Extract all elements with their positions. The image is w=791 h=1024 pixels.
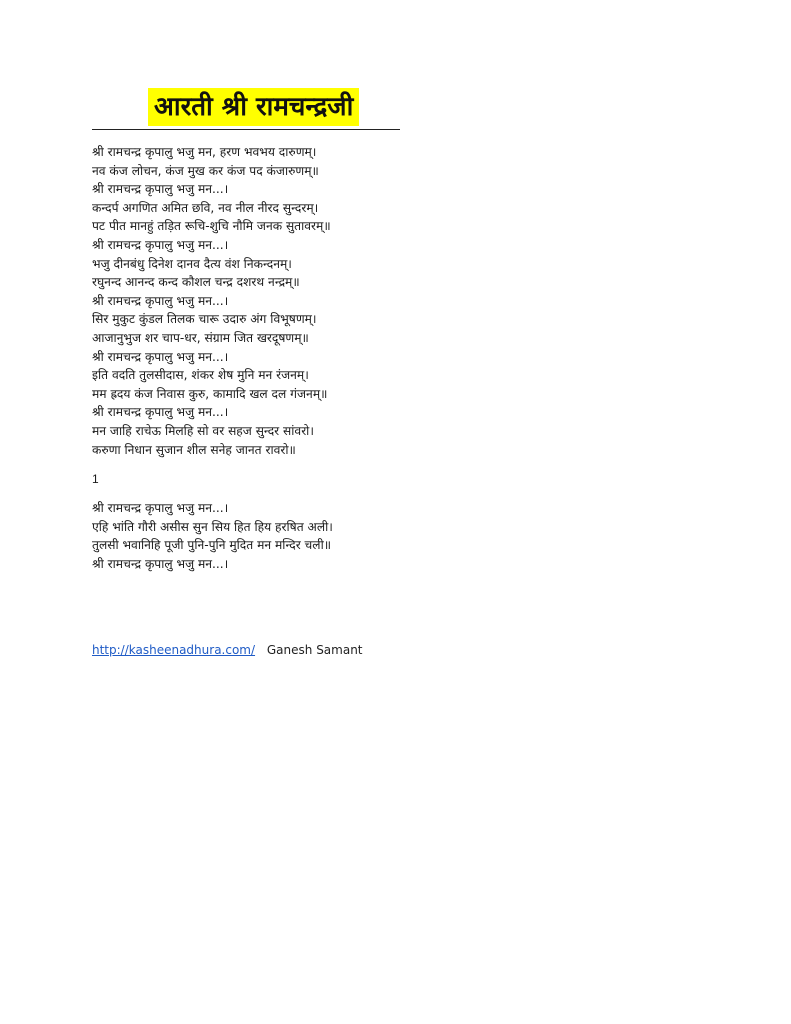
verse-line: पट पीत मानहुं तड़ित रूचि-शुचि नौमि जनक सुतावरम्॥ bbox=[92, 219, 331, 234]
verse-block-1 bbox=[92, 143, 692, 459]
verse-line: श्री रामचन्द्र कृपालु भजु मन...। bbox=[92, 237, 229, 252]
verse-line: श्री रामचन्द्र कृपालु भजु मन, हरण भवभय दारुणम्। bbox=[92, 145, 317, 159]
website-link[interactable]: http://kasheenadhura.com/ bbox=[92, 643, 256, 657]
verse-line: नव कंज लोचन, कंज मुख कर कंज पद कंजारुणम्॥ bbox=[92, 163, 319, 178]
verse-line: कन्दर्प अगणित अमित छवि, नव नील नीरद सुन्दरम्। bbox=[92, 200, 319, 215]
verse-line: सिर मुकुट कुंडल तिलक चारू उदारु अंग विभूषणम्। bbox=[92, 312, 317, 327]
verse-line: श्री रामचन्द्र कृपालु भजु मन...। bbox=[92, 182, 229, 197]
verse-line: रघुनन्द आनन्द कन्द कौशल चन्द्र दशरथ नन्द्रम्॥ bbox=[92, 275, 300, 290]
verse-block-2 bbox=[92, 499, 692, 573]
verse-line: मम ह्रदय कंज निवास कुरु, कामादि खल दल गंजनम्॥ bbox=[92, 386, 328, 401]
footer bbox=[92, 643, 363, 657]
verse-line: करुणा निधान सुजान शील सनेह जानत रावरो॥ bbox=[92, 442, 296, 457]
verse-line: भजु दीनबंधु दिनेश दानव दैत्य वंश निकन्दनम्। bbox=[92, 256, 292, 271]
verse-line: श्री रामचन्द्र कृपालु भजु मन...। bbox=[92, 556, 229, 571]
verse-line: श्री रामचन्द्र कृपालु भजु मन...। bbox=[92, 293, 229, 308]
title-underline bbox=[92, 88, 400, 130]
page-number: 1 bbox=[92, 472, 99, 486]
verse-line: आजानुभुज शर चाप-धर, संग्राम जित खरदूषणम्॥ bbox=[92, 330, 309, 345]
verse-line: श्री रामचन्द्र कृपालु भजु मन...। bbox=[92, 405, 229, 420]
verse-line: तुलसी भवानिहि पूजी पुनि-पुनि मुदित मन मन्दिर चली॥ bbox=[92, 538, 332, 553]
verse-line: इति वदति तुलसीदास, शंकर शेष मुनि मन रंजनम्। bbox=[92, 368, 309, 383]
verse-line: मन जाहि राचेऊ मिलहि सो वर सहज सुन्दर सांवरो। bbox=[92, 423, 314, 438]
verse-line: श्री रामचन्द्र कृपालु भजु मन...। bbox=[92, 349, 229, 364]
page-title: आरती श्री रामचन्द्रजी bbox=[148, 88, 359, 126]
author-name: Ganesh Samant bbox=[266, 643, 363, 657]
verse-line: श्री रामचन्द्र कृपालु भजु मन...। bbox=[92, 501, 229, 515]
verse-line: एहि भांति गौरी असीस सुन सिय हित हिय हरषित अली। bbox=[92, 519, 333, 534]
